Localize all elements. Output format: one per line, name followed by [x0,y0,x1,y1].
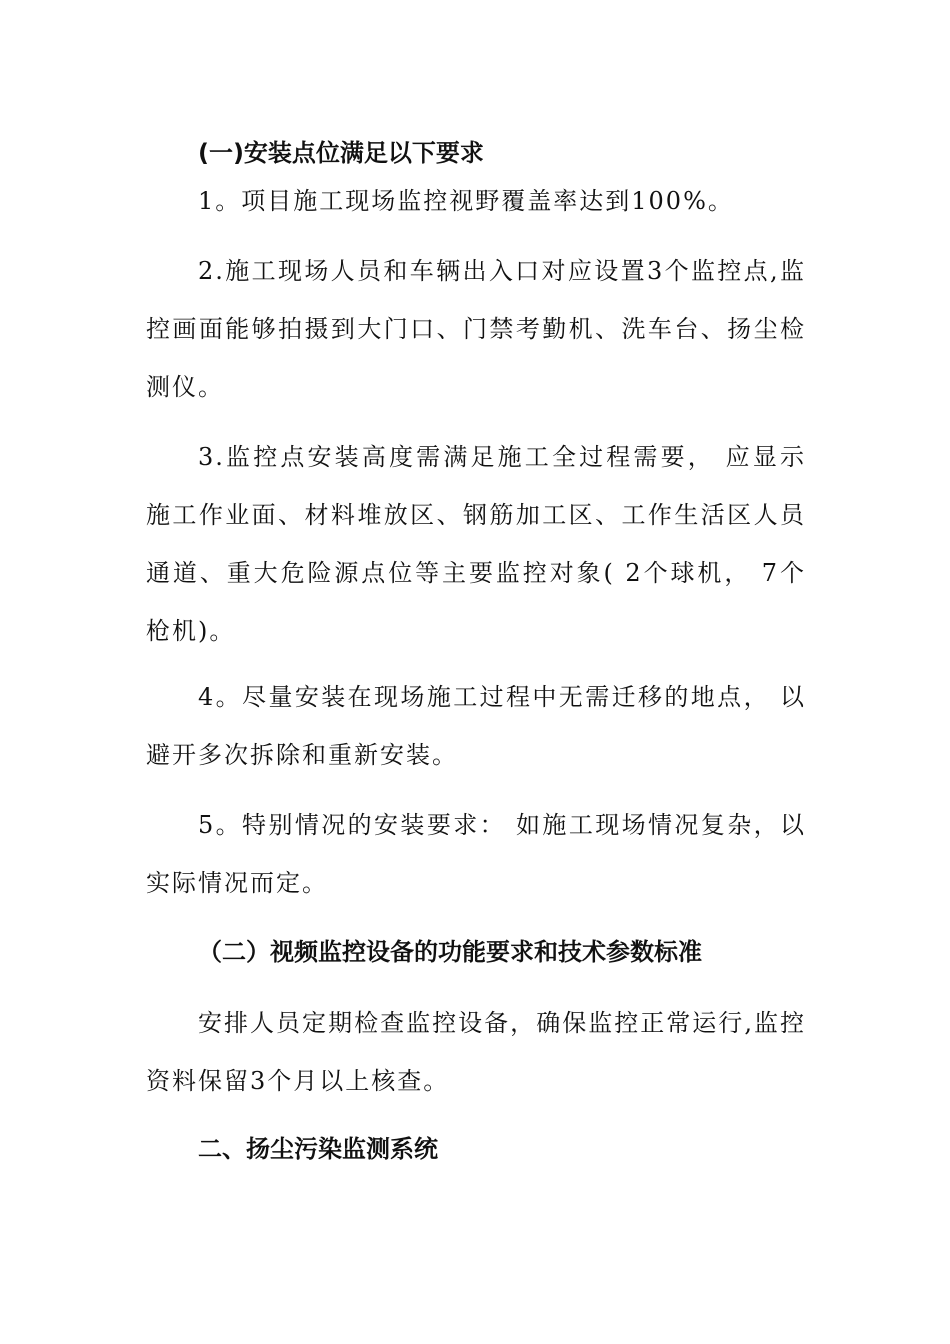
section-2-title: 二、扬尘污染监测系统 [198,1135,438,1163]
requirement-item-2: 2.施工现场人员和车辆出入口对应设置3个监控点,监控画面能够拍摄到大门口、门禁考勤机、洗车台、扬尘检测仪。 [146,257,806,401]
requirement-item-1: 1。项目施工现场监控视野覆盖率达到100%。 [198,187,734,215]
requirement-item-5: 5。特别情况的安装要求： 如施工现场情况复杂，以实际情况而定。 [146,811,806,897]
requirement-item-3: 3.监控点安装高度需满足施工全过程需要， 应显示施工作业面、材料堆放区、钢筋加工区、工作生活区人员通道、重大危险源点位等主要监控对象( 2个球机， 7个枪机)。 [146,443,806,645]
requirement-item-4: 4。尽量安装在现场施工过程中无需迁移的地点， 以避开多次拆除和重新安装。 [146,683,806,769]
subsection-2-title: （二）视频监控设备的功能要求和技术参数标准 [198,938,702,966]
subsection-1-title: (一)安装点位满足以下要求 [198,139,484,167]
subsection-2-text: 安排人员定期检查监控设备，确保监控正常运行,监控资料保留3个月以上核查。 [146,1009,806,1095]
